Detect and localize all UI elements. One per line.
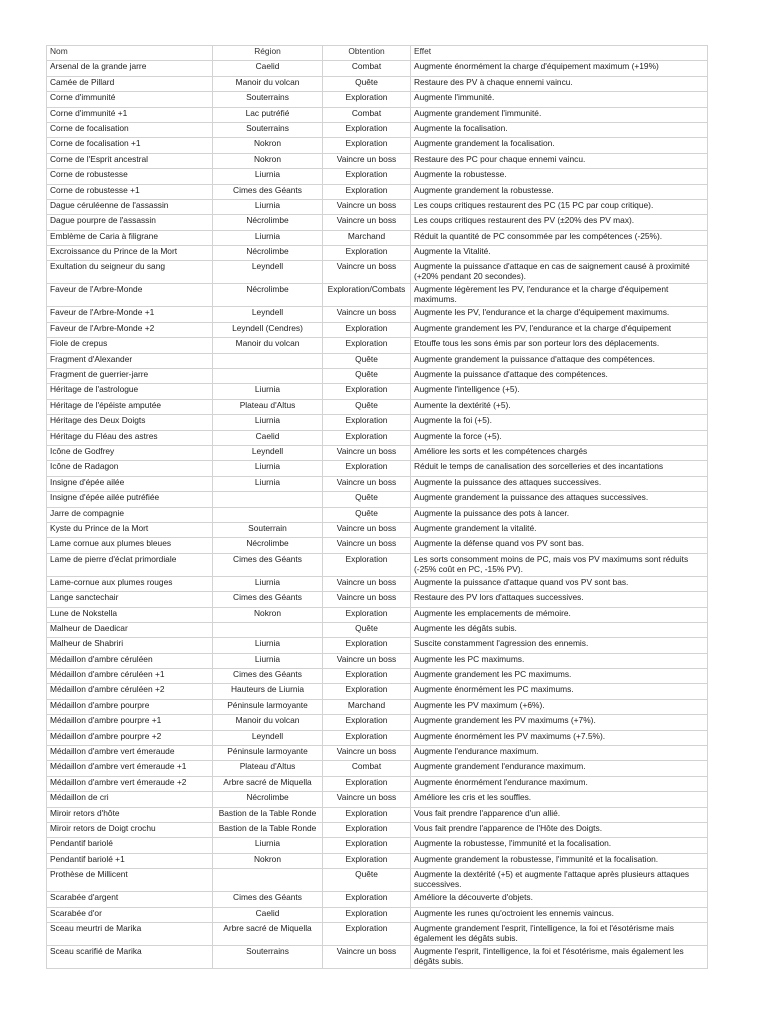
cell-nom: Médaillon de cri <box>47 792 213 807</box>
cell-nom: Icône de Radagon <box>47 461 213 476</box>
table-row <box>47 199 708 214</box>
cell-region <box>213 507 323 522</box>
cell-obtention: Exploration <box>323 776 411 791</box>
cell-obtention: Marchand <box>323 230 411 245</box>
cell-obtention: Exploration <box>323 430 411 445</box>
cell-obtention: Exploration <box>323 922 411 945</box>
table-row <box>47 246 708 261</box>
cell-region: Souterrains <box>213 92 323 107</box>
cell-obtention: Vaincre un boss <box>323 215 411 230</box>
cell-obtention: Exploration <box>323 730 411 745</box>
cell-region: Péninsule larmoyante <box>213 746 323 761</box>
cell-region: Bastion de la Table Ronde <box>213 822 323 837</box>
cell-effet: Aumente la dextérité (+5). <box>411 399 708 414</box>
cell-effet: Augmente énormément les PC maximums. <box>411 684 708 699</box>
cell-nom: Médaillon d'ambre vert émeraude +1 <box>47 761 213 776</box>
cell-nom: Kyste du Prince de la Mort <box>47 522 213 537</box>
cell-effet: Augmente grandement la vitalité. <box>411 522 708 537</box>
table-row <box>47 261 708 284</box>
table-body <box>47 46 708 969</box>
table-row <box>47 638 708 653</box>
cell-region: Leyndell <box>213 307 323 322</box>
cell-nom: Corne de focalisation <box>47 122 213 137</box>
cell-nom: Lame de pierre d'éclat primordiale <box>47 553 213 576</box>
table-row <box>47 684 708 699</box>
cell-obtention: Exploration <box>323 184 411 199</box>
table-row <box>47 507 708 522</box>
cell-effet: Augmente la puissance des pots à lancer. <box>411 507 708 522</box>
cell-nom: Emblème de Caria à filigrane <box>47 230 213 245</box>
table-row <box>47 76 708 91</box>
cell-region: Liurnia <box>213 653 323 668</box>
cell-obtention: Vaincre un boss <box>323 746 411 761</box>
cell-effet: Augmente la puissance d'attaque en cas de saignement causé à proximité (+20% pendant 20 secondes). <box>411 261 708 284</box>
cell-region: Souterrains <box>213 945 323 968</box>
cell-effet: Augmente les PV maximum (+6%). <box>411 699 708 714</box>
header-effet: Effet <box>411 46 708 61</box>
cell-nom: Corne de l'Esprit ancestral <box>47 153 213 168</box>
cell-region: Liurnia <box>213 384 323 399</box>
cell-nom: Héritage des Deux Doigts <box>47 415 213 430</box>
table-row <box>47 653 708 668</box>
cell-effet: Augmente grandement l'immunité. <box>411 107 708 122</box>
cell-effet: Améliore les cris et les souffles. <box>411 792 708 807</box>
cell-obtention: Vaincre un boss <box>323 476 411 491</box>
cell-nom: Médaillon d'ambre vert émeraude +2 <box>47 776 213 791</box>
cell-effet: Augmente la focalisation. <box>411 122 708 137</box>
cell-effet: Augmente les PV, l'endurance et la charge d'équipement maximums. <box>411 307 708 322</box>
cell-region <box>213 369 323 384</box>
cell-region: Nécrolimbe <box>213 215 323 230</box>
cell-nom: Fragment de guerrier-jarre <box>47 369 213 384</box>
cell-effet: Augmente la robustesse, l'immunité et la focalisation. <box>411 838 708 853</box>
cell-region: Liurnia <box>213 476 323 491</box>
cell-nom: Lame cornue aux plumes bleues <box>47 538 213 553</box>
table-row <box>47 61 708 76</box>
cell-region <box>213 869 323 892</box>
header-region: Région <box>213 46 323 61</box>
cell-region: Liurnia <box>213 461 323 476</box>
table-row <box>47 538 708 553</box>
cell-region: Liurnia <box>213 169 323 184</box>
cell-nom: Lune de Nokstella <box>47 607 213 622</box>
cell-nom: Corne de robustesse <box>47 169 213 184</box>
table-row <box>47 699 708 714</box>
cell-nom: Scarabée d'or <box>47 907 213 922</box>
cell-obtention: Quête <box>323 399 411 414</box>
table-row <box>47 284 708 307</box>
table-row <box>47 461 708 476</box>
table-row <box>47 384 708 399</box>
cell-obtention: Quête <box>323 492 411 507</box>
cell-obtention: Exploration <box>323 322 411 337</box>
cell-nom: Corne d'immunité +1 <box>47 107 213 122</box>
cell-nom: Icône de Godfrey <box>47 445 213 460</box>
cell-obtention: Exploration <box>323 246 411 261</box>
cell-region: Plateau d'Altus <box>213 761 323 776</box>
cell-nom: Pendantif bariolé +1 <box>47 853 213 868</box>
cell-effet: Augmente grandement les PC maximums. <box>411 669 708 684</box>
cell-obtention: Exploration <box>323 853 411 868</box>
cell-effet: Augmente légèrement les PV, l'endurance et la charge d'équipement maximums. <box>411 284 708 307</box>
cell-region: Cimes des Géants <box>213 892 323 907</box>
header-row <box>47 46 708 61</box>
cell-nom: Insigne d'épée ailée <box>47 476 213 491</box>
cell-region: Caelid <box>213 430 323 445</box>
table-row <box>47 730 708 745</box>
cell-region: Manoir du volcan <box>213 338 323 353</box>
cell-region: Lac putréfié <box>213 107 323 122</box>
cell-obtention: Exploration <box>323 169 411 184</box>
cell-region <box>213 353 323 368</box>
cell-region: Bastion de la Table Ronde <box>213 807 323 822</box>
cell-obtention: Combat <box>323 107 411 122</box>
cell-obtention: Exploration <box>323 384 411 399</box>
table-row <box>47 399 708 414</box>
cell-obtention: Exploration <box>323 822 411 837</box>
cell-effet: Augmente énormément les PV maximums (+7.5%). <box>411 730 708 745</box>
cell-effet: Augmente les PC maximums. <box>411 653 708 668</box>
cell-effet: Augmente la puissance d'attaque des compétences. <box>411 369 708 384</box>
cell-obtention: Vaincre un boss <box>323 522 411 537</box>
cell-obtention: Vaincre un boss <box>323 792 411 807</box>
cell-region: Nokron <box>213 153 323 168</box>
cell-region <box>213 492 323 507</box>
cell-region: Liurnia <box>213 230 323 245</box>
cell-effet: Les coups critiques restaurent des PV (±20% des PV max). <box>411 215 708 230</box>
cell-region: Manoir du volcan <box>213 76 323 91</box>
cell-obtention: Exploration <box>323 669 411 684</box>
table-row <box>47 746 708 761</box>
cell-effet: Augmente grandement la puissance des attaques successives. <box>411 492 708 507</box>
cell-obtention: Vaincre un boss <box>323 945 411 968</box>
cell-obtention: Vaincre un boss <box>323 592 411 607</box>
table-row <box>47 307 708 322</box>
cell-effet: Augmente la foi (+5). <box>411 415 708 430</box>
cell-effet: Augmente grandement les PV maximums (+7%). <box>411 715 708 730</box>
cell-obtention: Quête <box>323 76 411 91</box>
cell-nom: Héritage de l'astrologue <box>47 384 213 399</box>
table-row <box>47 776 708 791</box>
table-row <box>47 576 708 591</box>
cell-obtention: Combat <box>323 61 411 76</box>
cell-effet: Réduit le temps de canalisation des sorcelleries et des incantations <box>411 461 708 476</box>
cell-region: Caelid <box>213 61 323 76</box>
table-row <box>47 907 708 922</box>
cell-nom: Médaillon d'ambre céruléen +2 <box>47 684 213 699</box>
cell-effet: Augmente les emplacements de mémoire. <box>411 607 708 622</box>
cell-effet: Augmente la Vitalité. <box>411 246 708 261</box>
cell-effet: Augmente énormément l'endurance maximum. <box>411 776 708 791</box>
table-row <box>47 553 708 576</box>
cell-effet: Augmente l'immunité. <box>411 92 708 107</box>
cell-nom: Arsenal de la grande jarre <box>47 61 213 76</box>
cell-nom: Scarabée d'argent <box>47 892 213 907</box>
cell-region: Nokron <box>213 138 323 153</box>
cell-obtention: Exploration <box>323 638 411 653</box>
table-row <box>47 945 708 968</box>
table-row <box>47 822 708 837</box>
cell-region: Arbre sacré de Miquella <box>213 922 323 945</box>
table-row <box>47 138 708 153</box>
cell-nom: Excroissance du Prince de la Mort <box>47 246 213 261</box>
table-row <box>47 476 708 491</box>
cell-region: Nécrolimbe <box>213 284 323 307</box>
cell-region: Souterrain <box>213 522 323 537</box>
cell-region: Cimes des Géants <box>213 669 323 684</box>
cell-obtention: Quête <box>323 622 411 637</box>
cell-effet: Augmente l'intelligence (+5). <box>411 384 708 399</box>
cell-effet: Augmente l'esprit, l'intelligence, la foi et l'ésotérisme, mais également les dégâts subis. <box>411 945 708 968</box>
cell-region: Nokron <box>213 607 323 622</box>
cell-nom: Lame-cornue aux plumes rouges <box>47 576 213 591</box>
cell-region: Leyndell <box>213 261 323 284</box>
cell-region: Liurnia <box>213 415 323 430</box>
table-row <box>47 369 708 384</box>
cell-obtention: Exploration <box>323 838 411 853</box>
cell-obtention: Vaincre un boss <box>323 538 411 553</box>
table-row <box>47 353 708 368</box>
table-row <box>47 322 708 337</box>
cell-nom: Héritage de l'épéiste amputée <box>47 399 213 414</box>
cell-nom: Médaillon d'ambre céruléen +1 <box>47 669 213 684</box>
cell-nom: Médaillon d'ambre pourpre +1 <box>47 715 213 730</box>
table-row <box>47 761 708 776</box>
cell-obtention: Exploration <box>323 684 411 699</box>
cell-effet: Augmente grandement la robustesse. <box>411 184 708 199</box>
cell-obtention: Vaincre un boss <box>323 576 411 591</box>
cell-effet: Augmente grandement l'esprit, l'intelligence, la foi et l'ésotérisme mais également les dégâts subis. <box>411 922 708 945</box>
cell-effet: Augmente la dextérité (+5) et augmente l'attaque après plusieurs attaques successives. <box>411 869 708 892</box>
cell-region: Liurnia <box>213 838 323 853</box>
table-row <box>47 669 708 684</box>
table-row <box>47 492 708 507</box>
cell-obtention: Vaincre un boss <box>323 199 411 214</box>
cell-nom: Pendantif bariolé <box>47 838 213 853</box>
cell-obtention: Exploration <box>323 553 411 576</box>
cell-effet: Augmente grandement la robustesse, l'immunité et la focalisation. <box>411 853 708 868</box>
cell-nom: Corne de robustesse +1 <box>47 184 213 199</box>
cell-nom: Médaillon d'ambre vert émeraude <box>47 746 213 761</box>
cell-effet: Augmente énormément la charge d'équipement maximum (+19%) <box>411 61 708 76</box>
table-row <box>47 153 708 168</box>
cell-region: Péninsule larmoyante <box>213 699 323 714</box>
cell-nom: Miroir retors de Doigt crochu <box>47 822 213 837</box>
cell-effet: Augmente grandement la puissance d'attaque des compétences. <box>411 353 708 368</box>
cell-region: Nécrolimbe <box>213 792 323 807</box>
cell-effet: Suscite constamment l'agression des ennemis. <box>411 638 708 653</box>
cell-effet: Augmente les runes qu'octroient les ennemis vaincus. <box>411 907 708 922</box>
cell-effet: Améliore les sorts et les compétences chargés <box>411 445 708 460</box>
cell-region: Manoir du volcan <box>213 715 323 730</box>
cell-obtention: Exploration <box>323 907 411 922</box>
cell-effet: Augmente grandement la focalisation. <box>411 138 708 153</box>
cell-nom: Dague céruléenne de l'assassin <box>47 199 213 214</box>
cell-nom: Malheur de Daedicar <box>47 622 213 637</box>
cell-region: Cimes des Géants <box>213 553 323 576</box>
header-nom: Nom <box>47 46 213 61</box>
cell-obtention: Exploration <box>323 338 411 353</box>
table-row <box>47 869 708 892</box>
cell-obtention: Quête <box>323 507 411 522</box>
table-row <box>47 807 708 822</box>
cell-effet: Restaure des PC pour chaque ennemi vaincu. <box>411 153 708 168</box>
cell-region: Nécrolimbe <box>213 246 323 261</box>
cell-nom: Médaillon d'ambre céruléen <box>47 653 213 668</box>
cell-obtention: Vaincre un boss <box>323 307 411 322</box>
cell-nom: Médaillon d'ambre pourpre <box>47 699 213 714</box>
cell-nom: Camée de Pillard <box>47 76 213 91</box>
cell-obtention: Exploration <box>323 607 411 622</box>
cell-effet: Augmente la défense quand vos PV sont bas. <box>411 538 708 553</box>
cell-nom: Jarre de compagnie <box>47 507 213 522</box>
cell-effet: Augmente la puissance des attaques successives. <box>411 476 708 491</box>
cell-region: Hauteurs de Liurnia <box>213 684 323 699</box>
table-row <box>47 122 708 137</box>
cell-nom: Lange sanctechair <box>47 592 213 607</box>
cell-obtention: Quête <box>323 869 411 892</box>
table-row <box>47 430 708 445</box>
cell-obtention: Marchand <box>323 699 411 714</box>
cell-obtention: Vaincre un boss <box>323 653 411 668</box>
cell-effet: Augmente grandement les PV, l'endurance et la charge d'équipement <box>411 322 708 337</box>
cell-nom: Malheur de Shabriri <box>47 638 213 653</box>
cell-obtention: Exploration <box>323 892 411 907</box>
table-row <box>47 184 708 199</box>
cell-region: Leyndell <box>213 730 323 745</box>
cell-effet: Augmente la force (+5). <box>411 430 708 445</box>
table-row <box>47 169 708 184</box>
cell-region: Plateau d'Altus <box>213 399 323 414</box>
cell-nom: Prothèse de Millicent <box>47 869 213 892</box>
cell-nom: Fiole de crepus <box>47 338 213 353</box>
cell-effet: Augmente la puissance d'attaque quand vos PV sont bas. <box>411 576 708 591</box>
cell-region: Cimes des Géants <box>213 184 323 199</box>
cell-effet: Etouffe tous les sons émis par son porteur lors des déplacements. <box>411 338 708 353</box>
cell-region: Liurnia <box>213 576 323 591</box>
cell-effet: Augmente l'endurance maximum. <box>411 746 708 761</box>
table-row <box>47 922 708 945</box>
cell-nom: Miroir retors d'hôte <box>47 807 213 822</box>
table-row <box>47 215 708 230</box>
cell-effet: Restaure des PV à chaque ennemi vaincu. <box>411 76 708 91</box>
cell-region: Leyndell (Cendres) <box>213 322 323 337</box>
cell-nom: Corne d'immunité <box>47 92 213 107</box>
table-row <box>47 92 708 107</box>
cell-region <box>213 622 323 637</box>
cell-obtention: Combat <box>323 761 411 776</box>
table-row <box>47 230 708 245</box>
header-obtention: Obtention <box>323 46 411 61</box>
table-row <box>47 853 708 868</box>
cell-effet: Augmente les dégâts subis. <box>411 622 708 637</box>
cell-nom: Faveur de l'Arbre-Monde +1 <box>47 307 213 322</box>
cell-nom: Sceau meurtri de Marika <box>47 922 213 945</box>
cell-obtention: Vaincre un boss <box>323 153 411 168</box>
cell-effet: Restaure des PV lors d'attaques successives. <box>411 592 708 607</box>
table-row <box>47 522 708 537</box>
talismans-table <box>46 45 708 969</box>
table-row <box>47 607 708 622</box>
cell-obtention: Exploration <box>323 461 411 476</box>
cell-effet: Les coups critiques restaurent des PC (15 PC par coup critique). <box>411 199 708 214</box>
cell-obtention: Exploration <box>323 807 411 822</box>
cell-nom: Faveur de l'Arbre-Monde <box>47 284 213 307</box>
table-row <box>47 838 708 853</box>
table-row <box>47 592 708 607</box>
cell-obtention: Exploration <box>323 92 411 107</box>
table-row <box>47 415 708 430</box>
cell-nom: Insigne d'épée ailée putréfiée <box>47 492 213 507</box>
cell-nom: Fragment d'Alexander <box>47 353 213 368</box>
cell-obtention: Quête <box>323 369 411 384</box>
cell-region: Liurnia <box>213 199 323 214</box>
table-row <box>47 622 708 637</box>
cell-effet: Vous fait prendre l'apparence de l'Hôte des Doigts. <box>411 822 708 837</box>
table-row <box>47 792 708 807</box>
cell-region: Souterrains <box>213 122 323 137</box>
cell-region: Nécrolimbe <box>213 538 323 553</box>
table-row <box>47 892 708 907</box>
cell-obtention: Exploration <box>323 122 411 137</box>
table-row <box>47 715 708 730</box>
cell-obtention: Exploration <box>323 138 411 153</box>
cell-obtention: Exploration <box>323 715 411 730</box>
cell-nom: Exultation du seigneur du sang <box>47 261 213 284</box>
cell-region: Liurnia <box>213 638 323 653</box>
cell-nom: Faveur de l'Arbre-Monde +2 <box>47 322 213 337</box>
cell-effet: Augmente la robustesse. <box>411 169 708 184</box>
table-row <box>47 107 708 122</box>
table-row <box>47 338 708 353</box>
cell-obtention: Vaincre un boss <box>323 445 411 460</box>
cell-effet: Les sorts consomment moins de PC, mais vos PV maximums sont réduits (-25% coût en PC, -15% PV). <box>411 553 708 576</box>
cell-obtention: Exploration/Combats <box>323 284 411 307</box>
cell-region: Caelid <box>213 907 323 922</box>
cell-region: Leyndell <box>213 445 323 460</box>
cell-nom: Corne de focalisation +1 <box>47 138 213 153</box>
table-row <box>47 445 708 460</box>
cell-effet: Réduit la quantité de PC consommée par les compétences (-25%). <box>411 230 708 245</box>
cell-obtention: Quête <box>323 353 411 368</box>
cell-effet: Augmente grandement l'endurance maximum. <box>411 761 708 776</box>
cell-region: Cimes des Géants <box>213 592 323 607</box>
cell-nom: Médaillon d'ambre pourpre +2 <box>47 730 213 745</box>
cell-nom: Sceau scarifié de Marika <box>47 945 213 968</box>
cell-effet: Vous fait prendre l'apparence d'un allié. <box>411 807 708 822</box>
cell-region: Arbre sacré de Miquella <box>213 776 323 791</box>
cell-region: Nokron <box>213 853 323 868</box>
cell-nom: Héritage du Fléau des astres <box>47 430 213 445</box>
cell-effet: Améliore la découverte d'objets. <box>411 892 708 907</box>
cell-obtention: Exploration <box>323 415 411 430</box>
cell-nom: Dague pourpre de l'assassin <box>47 215 213 230</box>
cell-obtention: Vaincre un boss <box>323 261 411 284</box>
